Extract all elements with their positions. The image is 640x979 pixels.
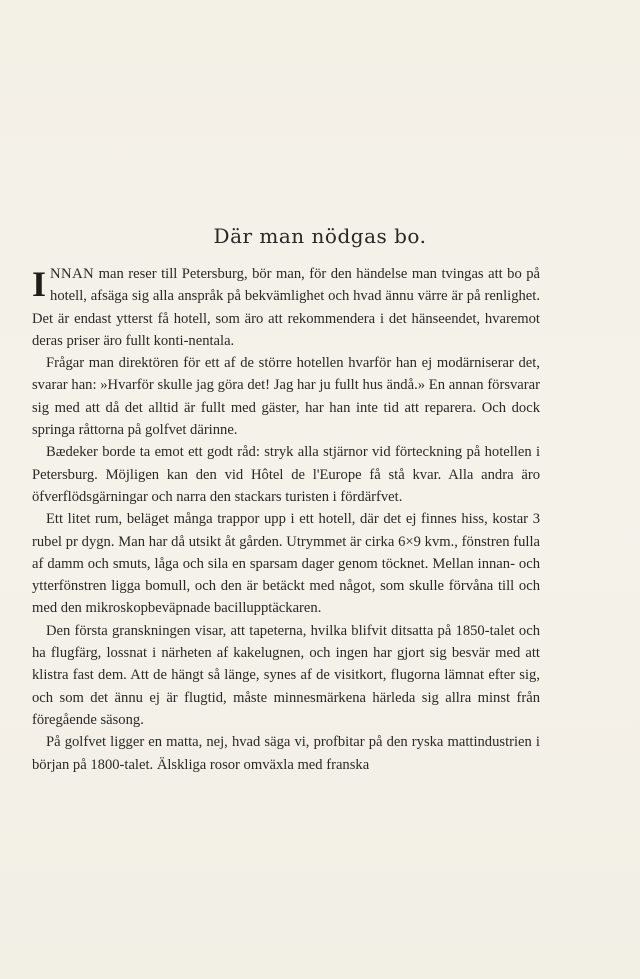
paragraph-2: Frågar man direktören för ett af de större hotellen hvarför han ej modärniserar det, svarar han: »Hvarför skulle jag göra det! Jag har ju fullt hus ändå.» En annan försvarar sig med att då det alltid är fullt med gäster, har han inte tid att reparera. Och dock springa råttorna på golfvet därinne. [32,355,540,439]
paragraph-1 [32,263,540,352]
paragraph-6: På golfvet ligger en matta, nej, hvad säga vi, profbitar på den ryska mattindustrien i början på 1800-talet. Älskliga rosor omväxla med franska [32,734,540,773]
paragraph-text: man reser till Petersburg, bör man, för den händelse man tvingas att bo på hotell, afsäga sig alla anspråk på bekvämlighet och hvad ännu värre är på renlighet. Det är endast ytterst få hotell, som äro att rekommendera i det hänseendet, hvaremot deras priser äro fullt konti-nentala. [32,266,540,349]
paragraph-5: Den första granskningen visar, att tapeterna, hvilka blifvit ditsatta på 1850-talet och ha flugfärg, lossnat i närheten af kakelugnen, och ingen har gjort sig besvär med att klistra fast dem. Att de hängt så länge, synes af de visitkort, flugorna lämnat efter sig, och som det ännu ej är flugtid, måste minnesmärkena härleda sig allra minst från föregående säsong. [32,622,540,728]
drop-cap: I [32,264,47,304]
lead-word: NNAN [50,266,95,282]
chapter-heading: Där man nödgas bo. [213,224,427,248]
paragraph-3: Bædeker borde ta emot ett godt råd: stryk alla stjärnor vid förteckning på hotellen i Petersburg. Möjligen kan den vid Hôtel de l'Europe få stå kvar. Alla andra äro öfverflödsgärningar och narra den stackars turisten i fördärfvet. [32,444,540,505]
paragraph-4: Ett litet rum, beläget många trappor upp i ett hotell, där det ej finnes hiss, kostar 3 rubel pr dygn. Man har då utsikt åt gården. Utrymmet är cirka 6×9 kvm., fönstren fulla af damm och smuts, låga och sila en sparsam dager genom töcknet. Mellan innan- och ytterfönstren ligga bomull, och den är betäckt med något, som skulle förvåna till och med den mikroskopbeväpnade bacillupptäckaren. [32,511,540,617]
body-text [32,263,540,776]
